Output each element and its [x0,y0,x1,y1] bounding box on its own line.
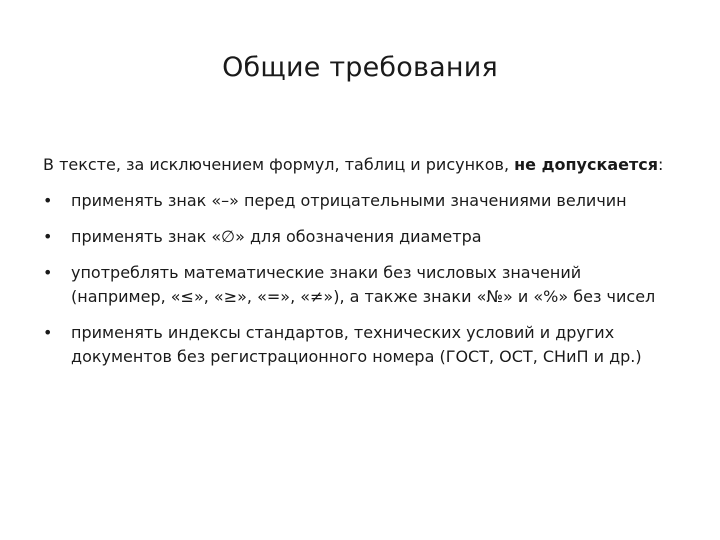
list-item-line: употреблять математические знаки без числовых значений [71,263,582,282]
list-item [43,225,683,249]
list-item-line: применять знак «–» перед отрицательными значениями величин [71,191,627,210]
slide-title: Общие требования [222,52,498,83]
bullet-icon: • [43,263,53,282]
bullet-icon: • [43,227,53,246]
intro-emphasis: не допускается [514,155,659,174]
intro-text: В тексте, за исключением формул, таблиц и рисунков, [43,155,515,174]
slide-body [43,153,683,381]
list-item [43,321,683,369]
list-item-line: (например, «≤», «≥», «=», «≠»), а также знаки «№» и «%» без чисел [71,287,656,306]
intro-colon: : [658,155,664,174]
list-item-line: применять индексы стандартов, технических условий и других [71,323,615,342]
list-item [43,189,683,213]
list-item-line: применять знак «∅» для обозначения диаметра [71,227,482,246]
list-item [43,261,683,309]
requirements-list [43,189,683,369]
bullet-icon: • [43,323,53,342]
list-item-line: документов без регистрационного номера (ГОСТ, ОСТ, СНиП и др.) [71,347,642,366]
bullet-icon: • [43,191,53,210]
intro-paragraph [43,153,683,177]
